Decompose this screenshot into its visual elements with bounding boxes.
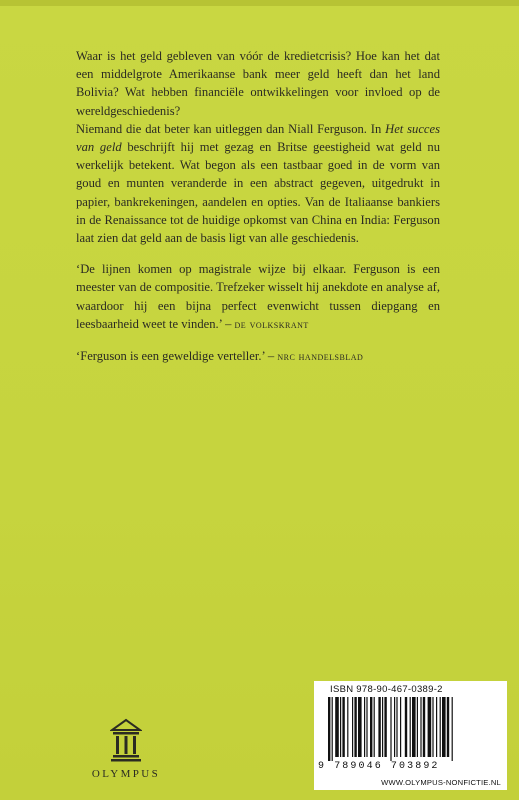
blurb-paragraph-2-start: Niemand die dat beter kan uitleggen dan Niall Ferguson. In xyxy=(76,121,386,136)
book-title: Het succes van geld xyxy=(76,121,440,155)
barcode-bar xyxy=(354,697,356,757)
barcode-bar xyxy=(382,697,383,757)
spacer xyxy=(76,334,440,347)
barcode-bar xyxy=(447,697,449,757)
barcode-bar xyxy=(358,697,362,757)
barcode-bar xyxy=(405,697,407,757)
barcode-bar xyxy=(410,697,411,757)
blurb-text xyxy=(76,47,440,366)
review-quote-text: ‘De lijnen komen op magistrale wijze bij elkaar. Ferguson is een meester van de compositie. Trefzeker wisselt hij anekdote en analyse af, waardoor hij een bijna perfect evenwicht tussen diepgang en leesbaarheid weet te vinden.’ – xyxy=(76,262,440,331)
cover-top-edge xyxy=(0,0,519,6)
barcode-digits: 9 789046 703892 xyxy=(318,761,440,772)
barcode-bar xyxy=(423,697,425,757)
publisher-logo xyxy=(86,718,166,788)
barcode-bar xyxy=(396,697,397,757)
barcode-bar xyxy=(374,697,375,757)
barcode-bar xyxy=(440,697,441,757)
barcode-bar xyxy=(400,697,401,757)
barcode-bar xyxy=(442,697,446,757)
barcode-panel xyxy=(314,681,507,790)
barcode-bar xyxy=(370,697,372,757)
barcode-bar xyxy=(335,697,339,757)
publisher-url: WWW.OLYMPUS-NONFICTIE.NL xyxy=(381,778,501,787)
barcode-bar xyxy=(378,697,380,757)
barcode-bar xyxy=(347,697,348,757)
review-quote-text: ‘Ferguson is een geweldige verteller.’ – xyxy=(76,349,278,364)
barcode-bar xyxy=(364,697,365,757)
barcode-bar xyxy=(390,697,391,761)
review-quote-2 xyxy=(76,347,440,366)
barcode-bar xyxy=(452,697,453,761)
isbn-label: ISBN 978-90-467-0389-2 xyxy=(330,684,443,695)
barcode-bar xyxy=(412,697,416,757)
barcode-bar xyxy=(342,697,344,757)
barcode-bar xyxy=(394,697,395,757)
review-quote-1 xyxy=(76,260,440,334)
barcode-bar xyxy=(352,697,353,757)
temple-icon xyxy=(110,718,142,762)
barcode-bar xyxy=(340,697,341,757)
barcode-bar xyxy=(436,697,437,757)
review-source: de volkskrant xyxy=(234,318,309,331)
barcode-bar xyxy=(428,697,432,757)
barcode-bar xyxy=(384,697,386,757)
blurb-paragraph-1: Waar is het geld gebleven van vóór de kredietcrisis? Hoe kan het dat een middelgrote Amerikaanse bank meer geld heeft dan het land Bolivia? Wat hebben financiële ontwikkelingen voor invloed op de wereldgeschiedenis? xyxy=(76,49,440,118)
barcode-bar xyxy=(332,697,333,761)
barcode-bar xyxy=(417,697,418,757)
blurb-paragraph-2-end: beschrijft hij met gezag en Britse geestigheid wat geld nu werkelijk betekent. Wat begon als een tastbaar goed in de vorm van goud en munten veranderde in een abstract gegeven, uitgedrukt in papier, bankrekeningen, aandelen en opties. Van de Italiaanse bankiers in de Renaissance tot de huidige opkomst van China en India: Ferguson laat zien dat geld aan de basis ligt van alle geschiedenis. xyxy=(76,140,441,246)
publisher-name: OLYMPUS xyxy=(91,768,161,780)
review-source: nrc handelsblad xyxy=(277,351,364,364)
barcode-bar xyxy=(328,697,330,761)
blurb-paragraph-2 xyxy=(76,120,440,247)
barcode-image xyxy=(326,697,496,761)
spacer xyxy=(76,247,440,260)
barcode-bar xyxy=(420,697,421,757)
barcode-bar xyxy=(366,697,367,757)
barcode-bar xyxy=(432,697,433,757)
